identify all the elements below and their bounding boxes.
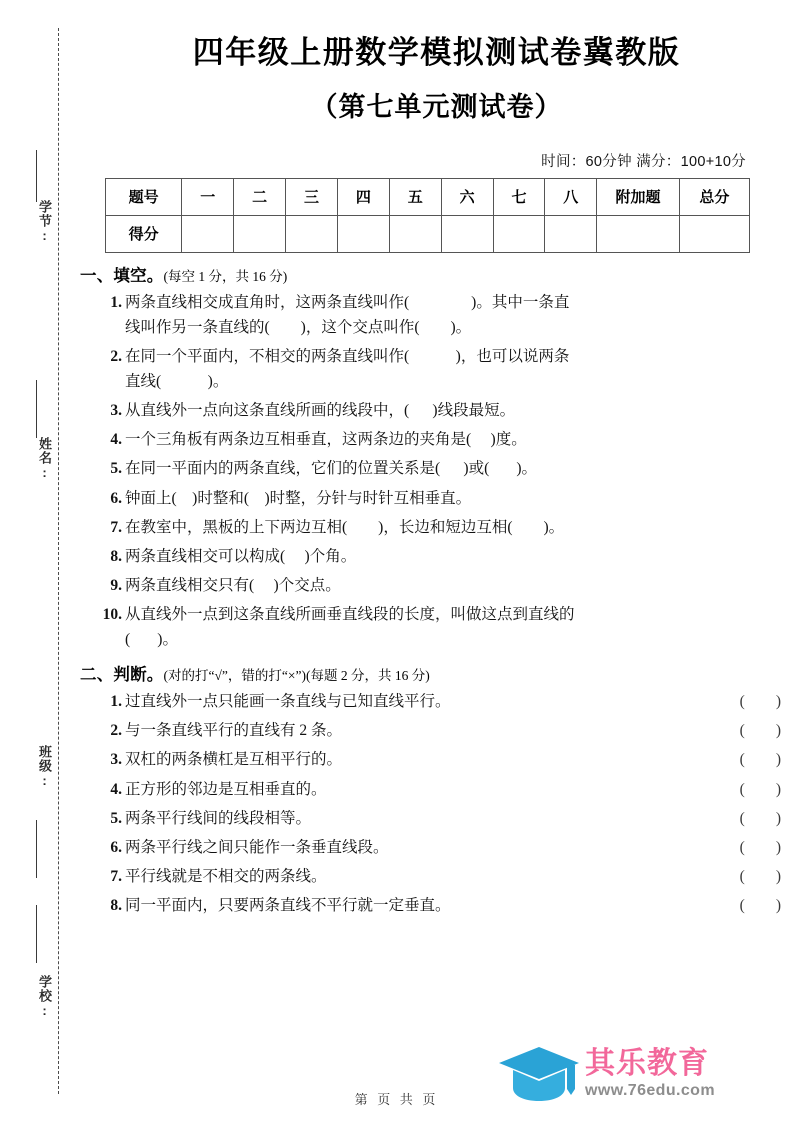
question-item: [80, 344, 793, 394]
score-cell-2[interactable]: [234, 215, 286, 252]
question-item: [80, 573, 793, 598]
score-table-col-4: 四: [337, 178, 389, 215]
question-body: [125, 718, 781, 743]
question-line: 双杠的两条横杠是互相平行的。: [125, 751, 343, 769]
left-margin-strip: [0, 0, 80, 1122]
question-item: [80, 806, 793, 831]
question-line: 两条直线相交可以构成( )个角。: [125, 547, 357, 565]
answer-parenthesis[interactable]: ( ): [739, 809, 781, 827]
margin-tick-1: [36, 150, 37, 202]
brand-name: 其乐教育: [585, 1047, 709, 1081]
question-line: 一个三角板有两条边互相垂直，这两条边的夹角是( )度。: [125, 431, 527, 449]
graduation-cap-icon: [497, 1043, 581, 1105]
brand-text-block: [585, 1048, 715, 1100]
brand-watermark: [497, 1038, 783, 1110]
answer-parenthesis[interactable]: ( ): [739, 722, 781, 740]
question-text: [125, 806, 311, 831]
question-item: [80, 427, 793, 452]
question-number: 6.: [110, 838, 122, 856]
score-cell-8[interactable]: [545, 215, 597, 252]
question-body: [125, 515, 793, 540]
question-line: 两条平行线间的线段相等。: [125, 809, 312, 827]
score-cell-total[interactable]: [679, 215, 749, 252]
page-subtitle: （第七单元测试卷）: [310, 91, 563, 122]
question-text: [125, 718, 342, 743]
question-text: [125, 864, 327, 889]
question-text: [125, 602, 793, 652]
question-number: 2.: [110, 722, 122, 740]
question-line: 在教室中，黑板的上下两边互相( )，长边和短边互相( )。: [125, 518, 565, 536]
question-number: 8.: [110, 547, 122, 565]
question-item: [80, 290, 793, 340]
question-item: [80, 486, 793, 511]
margin-label-school: 学校:: [37, 975, 52, 1019]
table-row-score: [106, 215, 750, 252]
section-heading-text: 一、填空。: [80, 265, 164, 285]
question-text: [125, 544, 793, 569]
score-cell-extra[interactable]: [597, 215, 679, 252]
question-text: [125, 427, 793, 452]
question-line: 两条直线相交只有( )个交点。: [125, 576, 341, 594]
exam-meta-line: 时间：60分钟 满分：100+10分: [541, 153, 746, 170]
answer-parenthesis[interactable]: ( ): [739, 780, 781, 798]
score-cell-3[interactable]: [286, 215, 338, 252]
question-number: 1.: [110, 693, 122, 711]
score-table-col-6: 六: [441, 178, 493, 215]
question-line: 与一条直线平行的直线有 2 条。: [125, 722, 343, 740]
section-2: [80, 661, 793, 918]
question-line: 钟面上( )时整和( )时整，分针与时针互相垂直。: [125, 489, 472, 507]
question-body: [125, 290, 793, 340]
question-body: [125, 427, 793, 452]
question-text: [125, 835, 389, 860]
page-content: [80, 0, 793, 1122]
question-line: 从直线外一点到这条直线所画垂直线段的长度，叫做这点到直线的: [125, 605, 575, 623]
answer-parenthesis[interactable]: ( ): [739, 896, 781, 914]
question-item: [80, 398, 793, 423]
question-line: 正方形的邻边是互相垂直的。: [125, 780, 327, 798]
question-number: 2.: [110, 347, 122, 365]
question-sections: [80, 262, 793, 918]
question-number: 7.: [110, 518, 122, 536]
score-cell-7[interactable]: [493, 215, 545, 252]
question-body: [125, 893, 781, 918]
table-row-header: [106, 178, 750, 215]
question-item: [80, 893, 793, 918]
score-cell-4[interactable]: [337, 215, 389, 252]
question-text: [125, 777, 327, 802]
question-text: [125, 344, 793, 394]
score-table-col-2: 二: [234, 178, 286, 215]
answer-parenthesis[interactable]: ( ): [739, 751, 781, 769]
section-1: [80, 262, 793, 652]
question-number: 8.: [110, 896, 122, 914]
question-item: [80, 718, 793, 743]
score-table-col-8: 八: [545, 178, 597, 215]
question-body: [125, 398, 793, 423]
score-cell-6[interactable]: [441, 215, 493, 252]
question-body: [125, 747, 781, 772]
question-body: [125, 835, 781, 860]
question-body: [125, 806, 781, 831]
score-table-col-extra: 附加题: [597, 178, 679, 215]
question-item: [80, 777, 793, 802]
question-number: 10.: [102, 605, 122, 623]
question-number: 5.: [110, 460, 122, 478]
question-body: [125, 573, 793, 598]
binding-dashed-line: [58, 28, 59, 1094]
score-table-col-7: 七: [493, 178, 545, 215]
question-line: 两条直线相交成直角时，这两条直线叫作( )。其中一条直: [125, 293, 570, 311]
score-table-row-label-1: 得分: [106, 215, 182, 252]
section-heading-text: 二、判断。: [80, 665, 164, 685]
question-item: [80, 544, 793, 569]
section-heading-1: [80, 262, 793, 286]
question-number: 3.: [110, 751, 122, 769]
answer-parenthesis[interactable]: ( ): [739, 838, 781, 856]
question-item: [80, 456, 793, 481]
question-body: [125, 777, 781, 802]
score-table-col-5: 五: [389, 178, 441, 215]
score-cell-5[interactable]: [389, 215, 441, 252]
page-title: 四年级上册数学模拟测试卷冀教版: [192, 35, 681, 70]
question-text: [125, 893, 451, 918]
question-number: 9.: [110, 576, 122, 594]
question-text: [125, 573, 793, 598]
margin-label-name: 姓名:: [37, 437, 52, 481]
title-block: [80, 0, 793, 124]
question-body: [125, 486, 793, 511]
question-text: [125, 456, 793, 481]
score-cell-1[interactable]: [182, 215, 234, 252]
margin-label-class: 班级:: [37, 745, 52, 789]
question-number: 1.: [110, 293, 122, 311]
score-table-row-label-0: 题号: [106, 178, 182, 215]
margin-tick-3: [36, 820, 37, 878]
page-footer: 第 页 共 页: [354, 1092, 439, 1107]
question-text: [125, 515, 793, 540]
question-item: [80, 747, 793, 772]
question-number: 4.: [110, 780, 122, 798]
margin-tick-2: [36, 380, 37, 438]
question-number: 3.: [110, 402, 122, 420]
question-item: [80, 515, 793, 540]
question-line: 线叫作另一条直线的( )，这个交点叫作( )。: [125, 318, 472, 336]
brand-url: www.76edu.com: [585, 1081, 715, 1099]
question-line: 过直线外一点只能画一条直线与已知直线平行。: [125, 693, 451, 711]
question-item: [80, 864, 793, 889]
question-line: 在同一个平面内，不相交的两条直线叫作( )，也可以说两条: [125, 347, 570, 365]
section-heading-note: (每空 1 分，共 16 分): [163, 268, 288, 284]
score-table-col-3: 三: [286, 178, 338, 215]
margin-label-school-top: 学节:: [37, 200, 52, 244]
question-body: [125, 344, 793, 394]
score-table-col-1: 一: [182, 178, 234, 215]
question-line: 两条平行线之间只能作一条垂直线段。: [125, 838, 389, 856]
question-number: 5.: [110, 809, 122, 827]
question-text: [125, 398, 793, 423]
margin-tick-4: [36, 905, 37, 963]
score-table: [105, 178, 750, 253]
question-line: ( )。: [125, 631, 178, 649]
question-body: [125, 689, 781, 714]
question-line: 平行线就是不相交的两条线。: [125, 867, 327, 885]
question-item: [80, 689, 793, 714]
question-body: [125, 544, 793, 569]
question-item: [80, 602, 793, 652]
section-heading-2: [80, 661, 793, 685]
question-body: [125, 456, 793, 481]
question-body: [125, 602, 793, 652]
question-number: 6.: [110, 489, 122, 507]
score-table-col-total: 总分: [679, 178, 749, 215]
question-number: 7.: [110, 867, 122, 885]
question-text: [125, 290, 793, 340]
question-text: [125, 486, 793, 511]
question-line: 同一平面内，只要两条直线不平行就一定垂直。: [125, 896, 451, 914]
question-text: [125, 689, 451, 714]
question-body: [125, 864, 781, 889]
section-heading-note: (对的打“√”，错的打“×”)(每题 2 分，共 16 分): [163, 668, 430, 684]
answer-parenthesis[interactable]: ( ): [739, 693, 781, 711]
answer-parenthesis[interactable]: ( ): [739, 867, 781, 885]
question-item: [80, 835, 793, 860]
score-table-wrap: [80, 178, 793, 253]
question-number: 4.: [110, 431, 122, 449]
question-line: 从直线外一点向这条直线所画的线段中，( )线段最短。: [125, 402, 516, 420]
question-line: 直线( )。: [125, 373, 229, 391]
question-text: [125, 747, 342, 772]
question-line: 在同一平面内的两条直线，它们的位置关系是( )或( )。: [125, 460, 538, 478]
